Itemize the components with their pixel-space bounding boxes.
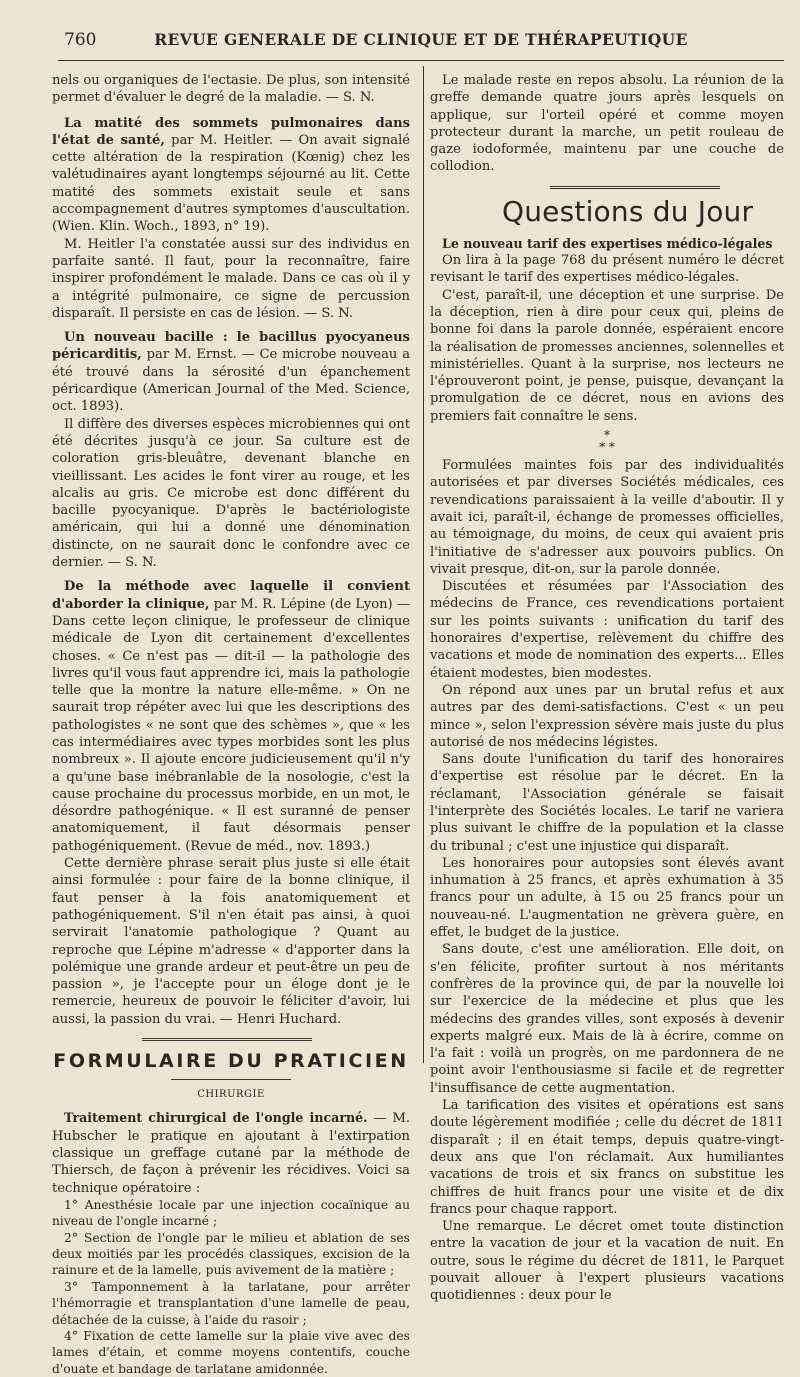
section-separator bbox=[142, 1038, 312, 1041]
article-title: De la méthode avec laquelle il convient d'aborder la clinique, bbox=[52, 579, 410, 612]
paragraph: On répond aux unes par un brutal refus et aux autres par des demi-satisfactions. C'est « un peu mince », selon l'expression sévère mais juste du plus autorisé de nos médecins légistes. bbox=[430, 682, 784, 750]
subsection-title: CHIRURGIE bbox=[197, 1089, 265, 1101]
paragraph: Discutées et résumées par l'Association des médecins de France, ces revendications portaient sur les points suivants : unification du tarif des honoraires d'expertise, relèvement du chiffre des vacations et mode de nomination des experts... Elles étaient modestes, bien modestes. bbox=[430, 579, 784, 681]
asterism-bottom: * * bbox=[599, 440, 615, 455]
list-item: 2° Section de l'ongle par le milieu et ablation de ses deux moitiés par les procédés classiques, excision de la rainure et de la lamelle, puis avivement de la matière ; bbox=[52, 1230, 410, 1278]
article-bacillus bbox=[52, 329, 410, 415]
article-title: Traitement chirurgical de l'ongle incarné. bbox=[64, 1110, 368, 1126]
article-title: Le nouveau tarif des expertises médico-légales bbox=[442, 235, 773, 251]
article-clinical-method bbox=[52, 578, 410, 855]
asterism-top: * bbox=[604, 428, 610, 443]
paragraph: Cette dernière phrase serait plus juste si elle était ainsi formulée : pour faire de la bonne clinique, il faut penser à la fois anatomiquement et pathogéniquement. S'il n'en était pas ainsi, à quoi servirait l'anatomie pathologique ? Quant au reproche que Lépine m'adresse « d'apporter dans la polémique une grande ardeur et peut-être un peu de passion », je l'accepte pour un éloge dont je le remercie, heureux de pouvoir le féliciter d'avoir, lui aussi, la passion du vrai. — Henri Huchard. bbox=[52, 856, 410, 1027]
paragraph: Sans doute l'unification du tarif des honoraires d'expertise est résolue par le décret. En la réclamant, l'Association générale se faisait l'interprète des Sociétés locales. Le tarif ne variera plus suivant le chiffre de la population et la classe du tribunal ; c'est une injustice qui disparaît. bbox=[430, 752, 784, 854]
paragraph: Formulées maintes fois par des individualités autorisées et par diverses Sociétés médicales, ces revendications paraissaient à la veille d'aboutir. Il y avait ici, paraît-il, échange de promesses officielles, au témoignage, du moins, de ceux qui avaient pris l'initiative de s'adresser aux pouvoirs publics. On vivait presque, dit-on, sur la parole donnée. bbox=[430, 458, 784, 577]
paragraph: La tarification des visites et opérations est sans doute légèrement modifiée ; celle du décret de 1811 disparaît ; il en était temps, depuis quatre-vingt-deux ans que l'on réclamait. Aux humiliantes vacations de trois et six francs on substitue les chiffres de huit francs pour une visite et de dix francs pour chaque rapport. bbox=[430, 1098, 784, 1217]
paragraph: On lira à la page 768 du présent numéro le décret revisant le tarif des expertises médico-légales. bbox=[430, 253, 784, 286]
article-body: — M. Hubscher le pratique en ajoutant à l'extirpation classique un greffage cutané par la méthode de Thiersch, de façon à prévenir les récidives. Voici sa technique opératoire : bbox=[52, 1111, 411, 1196]
header-rule bbox=[58, 60, 784, 61]
page-number: 760 bbox=[64, 30, 97, 50]
paragraph: Les honoraires pour autopsies sont élevés avant inhumation à 25 francs, et après exhumation à 35 francs pour un adulte, à 15 ou 25 francs pour un nouveau-né. L'augmentation ne grèvera guère, en effet, le budget de la justice. bbox=[430, 855, 784, 941]
section-separator bbox=[550, 186, 720, 189]
column-divider bbox=[423, 66, 424, 1063]
paragraph: Il diffère des diverses espèces microbiennes qui ont été décrites jusqu'à ce jour. Sa culture est de coloration gris-bleuâtre, devenant blanche en vieillissant. Les acides le font virer au rouge, et les alcalis au gris. Ce microbe est donc différent du bacille pyocyanique. D'après le bactériologiste américain, qui lui a donné une dénomination distincte, on ne saurait donc le confondre avec ce dernier. — S. N. bbox=[52, 416, 410, 571]
subsection-rule bbox=[171, 1079, 291, 1080]
asterism bbox=[430, 429, 784, 453]
paragraph: nels ou organiques de l'ectasie. De plus, son intensité permet d'évaluer le degré de la maladie. — S. N. bbox=[52, 73, 410, 106]
list-item: 1° Anesthésie locale par une injection cocaïnique au niveau de l'ongle incarné ; bbox=[52, 1197, 410, 1229]
paragraph: M. Heitler l'a constatée aussi sur des individus en parfaite santé. Il faut, pour la reconnaître, faire inspirer profondément le malade. Dans ce cas où il y a intégrité pulmonaire, ce signe de percussion disparaît. Il persiste en cas de lésion. — S. N. bbox=[52, 236, 410, 321]
article-body: par M. Heitler. — On avait signalé cette altération de la respiration (Kœnig) chez les valétudinaires ayant longtemps séjourné au lit. Cette matité des sommets existait seule et sans accompagnement d'autres symptomes d'auscultation. (Wien. Klin. Woch., 1893, n° 19). bbox=[52, 132, 411, 235]
article-title: Un nouveau bacille : le bacillus pyocyaneus péricarditis, bbox=[52, 330, 410, 363]
section-title-formulaire: FORMULAIRE DU PRATICIEN bbox=[53, 1050, 409, 1073]
article-body: par M. R. Lépine (de Lyon) — Dans cette leçon clinique, le professeur de clinique médicale de Lyon dit certainement d'excellentes choses. « Ce n'est pas — dit-il — la pathologie des livres qu'il vous faut apprendre ici, mais la pathologie telle que la montre la nature elle-même. » On ne saurait trop répéter avec lui que les descriptions des pathologistes « ne sont que des schèmes », que « les cas intermédiaires avec types morbides sont les plus nombreux ». Il ajoute encore judicieusement qu'il n'y a qu'une base inébranlable de la nosologie, c'est la cause prochaine du processus morbide, en un mot, le désordre pathogénique. « Il est suranné de penser anatomiquement, il faut désormais penser pathogéniquement. (Revue de méd., nov. 1893.) bbox=[52, 596, 410, 854]
article-heatlthy-dullness bbox=[52, 115, 410, 236]
technique-steps bbox=[52, 1197, 410, 1377]
section-title-questions: Questions du Jour bbox=[502, 194, 754, 228]
paragraph: C'est, paraît-il, une déception et une surprise. De la déception, rien à dire pour ceux qui, pleins de bonne foi dans la parole donnée, espéraient encore la réalisation de promesses anciennes, solennelles et ministérielles. Quant à la surprise, nos lecteurs ne l'éprouveront point, je pense, puisque, devançant la promulgation de ce décret, nous en avions des premiers fait connaître le sens. bbox=[430, 287, 784, 424]
running-title: REVUE GENERALE DE CLINIQUE ET DE THÉRAPEUTIQUE bbox=[154, 30, 688, 49]
paragraph: Le malade reste en repos absolu. La réunion de la greffe demande quatre jours après lesquels on applique, sur l'orteil opéré et comme moyen protecteur durant la marche, un petit rouleau de gaze iodoformée, maintenu par une couche de collodion. bbox=[430, 73, 784, 175]
paragraph: Une remarque. Le décret omet toute distinction entre la vacation de jour et la vacation de nuit. En outre, sous le régime du décret de 1811, le Parquet pouvait allouer à l'expert plusieurs vacations quotidiennes : deux pour le bbox=[430, 1219, 784, 1304]
article-body: par M. Ernst. — Ce microbe nouveau a été trouvé dans la sérosité d'un épanchement péricardique (American Journal of the Med. Science, oct. 1893). bbox=[52, 347, 410, 415]
right-column bbox=[430, 72, 784, 1305]
list-item: 3° Tamponnement à la tarlatane, pour arrêter l'hémorragie et transplantation d'une lamelle de peau, détachée de la cuisse, à l'aide du rasoir ; bbox=[52, 1279, 410, 1327]
page-header bbox=[62, 30, 780, 54]
list-item: 4° Fixation de cette lamelle sur la plaie vive avec des lames d'étain, et comme moyens contentifs, couche d'ouate et bandage de tarlatane amidonnée. bbox=[52, 1329, 410, 1376]
article-title: La matité des sommets pulmonaires dans l'état de santé, bbox=[52, 115, 410, 148]
left-column bbox=[52, 72, 410, 1377]
article-ingrown-nail bbox=[52, 1109, 410, 1196]
paragraph: Sans doute, c'est une amélioration. Elle doit, on s'en félicite, profiter surtout à nos méritants confrères de la province qui, de par la nouvelle loi sur l'exercice de la médecine et plus que les médecins des grandes villes, sont exposés à devenir experts malgré eux. Mais de là à écrire, comme on l'a fait : voilà un progrès, on me pardonnera de ne point avoir l'enthousiasme si facile et de regretter l'insuffisance de cette augmentation. bbox=[430, 942, 784, 1096]
